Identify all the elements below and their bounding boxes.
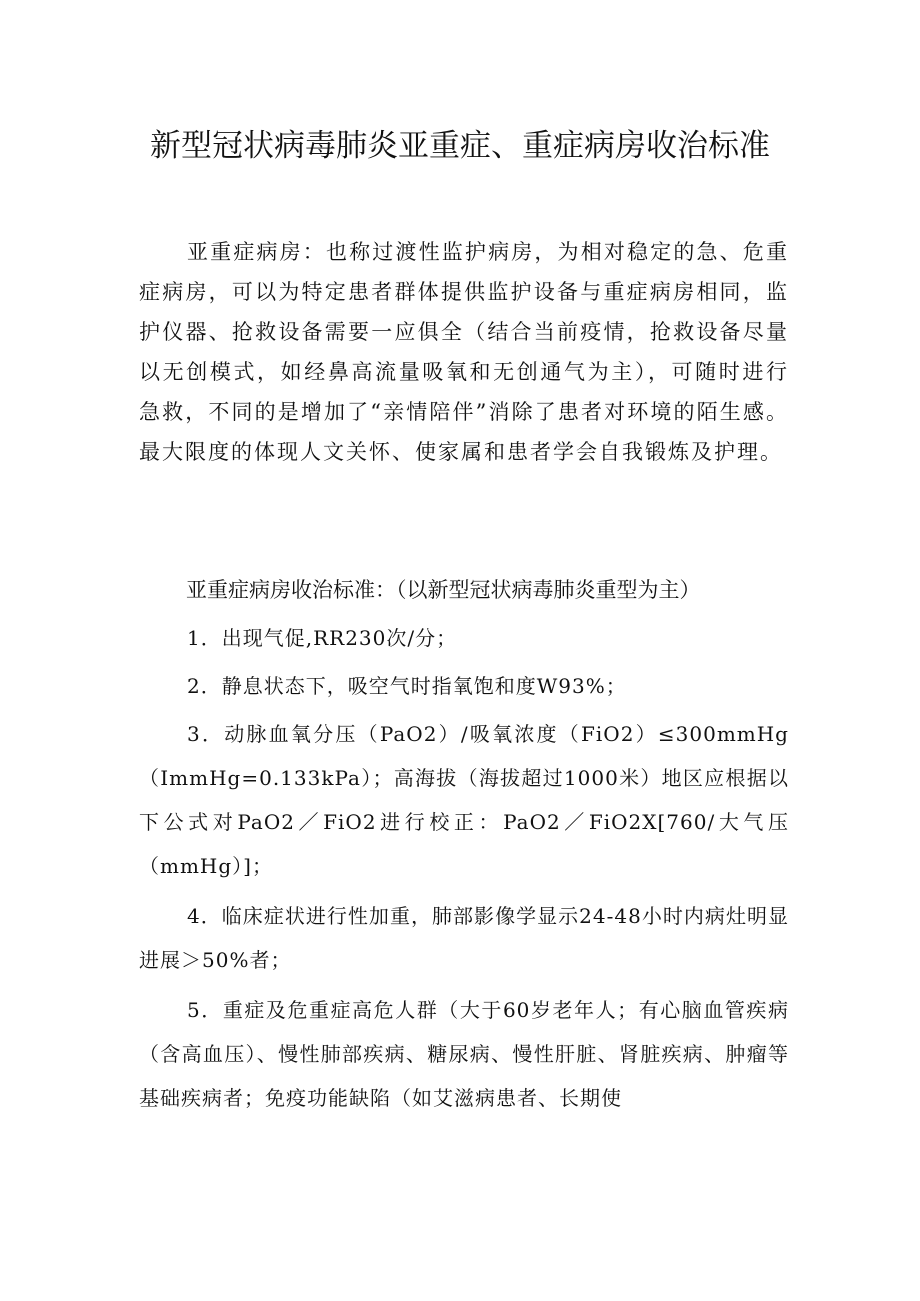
page-title: 新型冠状病毒肺炎亚重症、重症病房收治标准 (150, 128, 770, 164)
criteria-item: 1．出现气促,RR230次/分； (187, 626, 458, 650)
criteria-item: 3．动脉血氧分压（PaO2）/吸氧浓度（FiO2）≤300mmHg（ImmHg=0.133kPa）；高海拔（海拔超过1000米）地区应根据以下公式对PaO2／FiO2进行校正：PaO2／FiO2X[760/大气压（mmHg）]； (139, 722, 789, 878)
criteria-item: 5．重症及危重症高危人群（大于60岁老年人；有心脑血管疾病（含高血压）、慢性肺部疾病、糖尿病、慢性肝脏、肾脏疾病、肿瘤等基础疾病者；免疫功能缺陷（如艾滋病患者、长期使 (139, 998, 789, 1110)
criteria-list (139, 616, 789, 1126)
intro-paragraph: 亚重症病房：也称过渡性监护病房，为相对稳定的急、危重症病房，可以为特定患者群体提供监护设备与重症病房相同，监护仪器、抢救设备需要一应俱全（结合当前疫情，抢救设备尽量以无创模式，如经鼻高流量吸氧和无创通气为主），可随时进行急救，不同的是增加了“亲情陪伴”消除了患者对环境的陌生感。最大限度的体现人文关怀、使家属和患者学会自我锻炼及护理。 (139, 240, 789, 464)
criteria-item: 4．临床症状进行性加重，肺部影像学显示24-48小时内病灶明显进展＞50%者； (139, 904, 789, 972)
criteria-item: 2．静息状态下，吸空气时指氧饱和度W93%； (187, 674, 627, 698)
section-heading: 亚重症病房收治标准：（以新型冠状病毒肺炎重型为主） (186, 578, 701, 602)
